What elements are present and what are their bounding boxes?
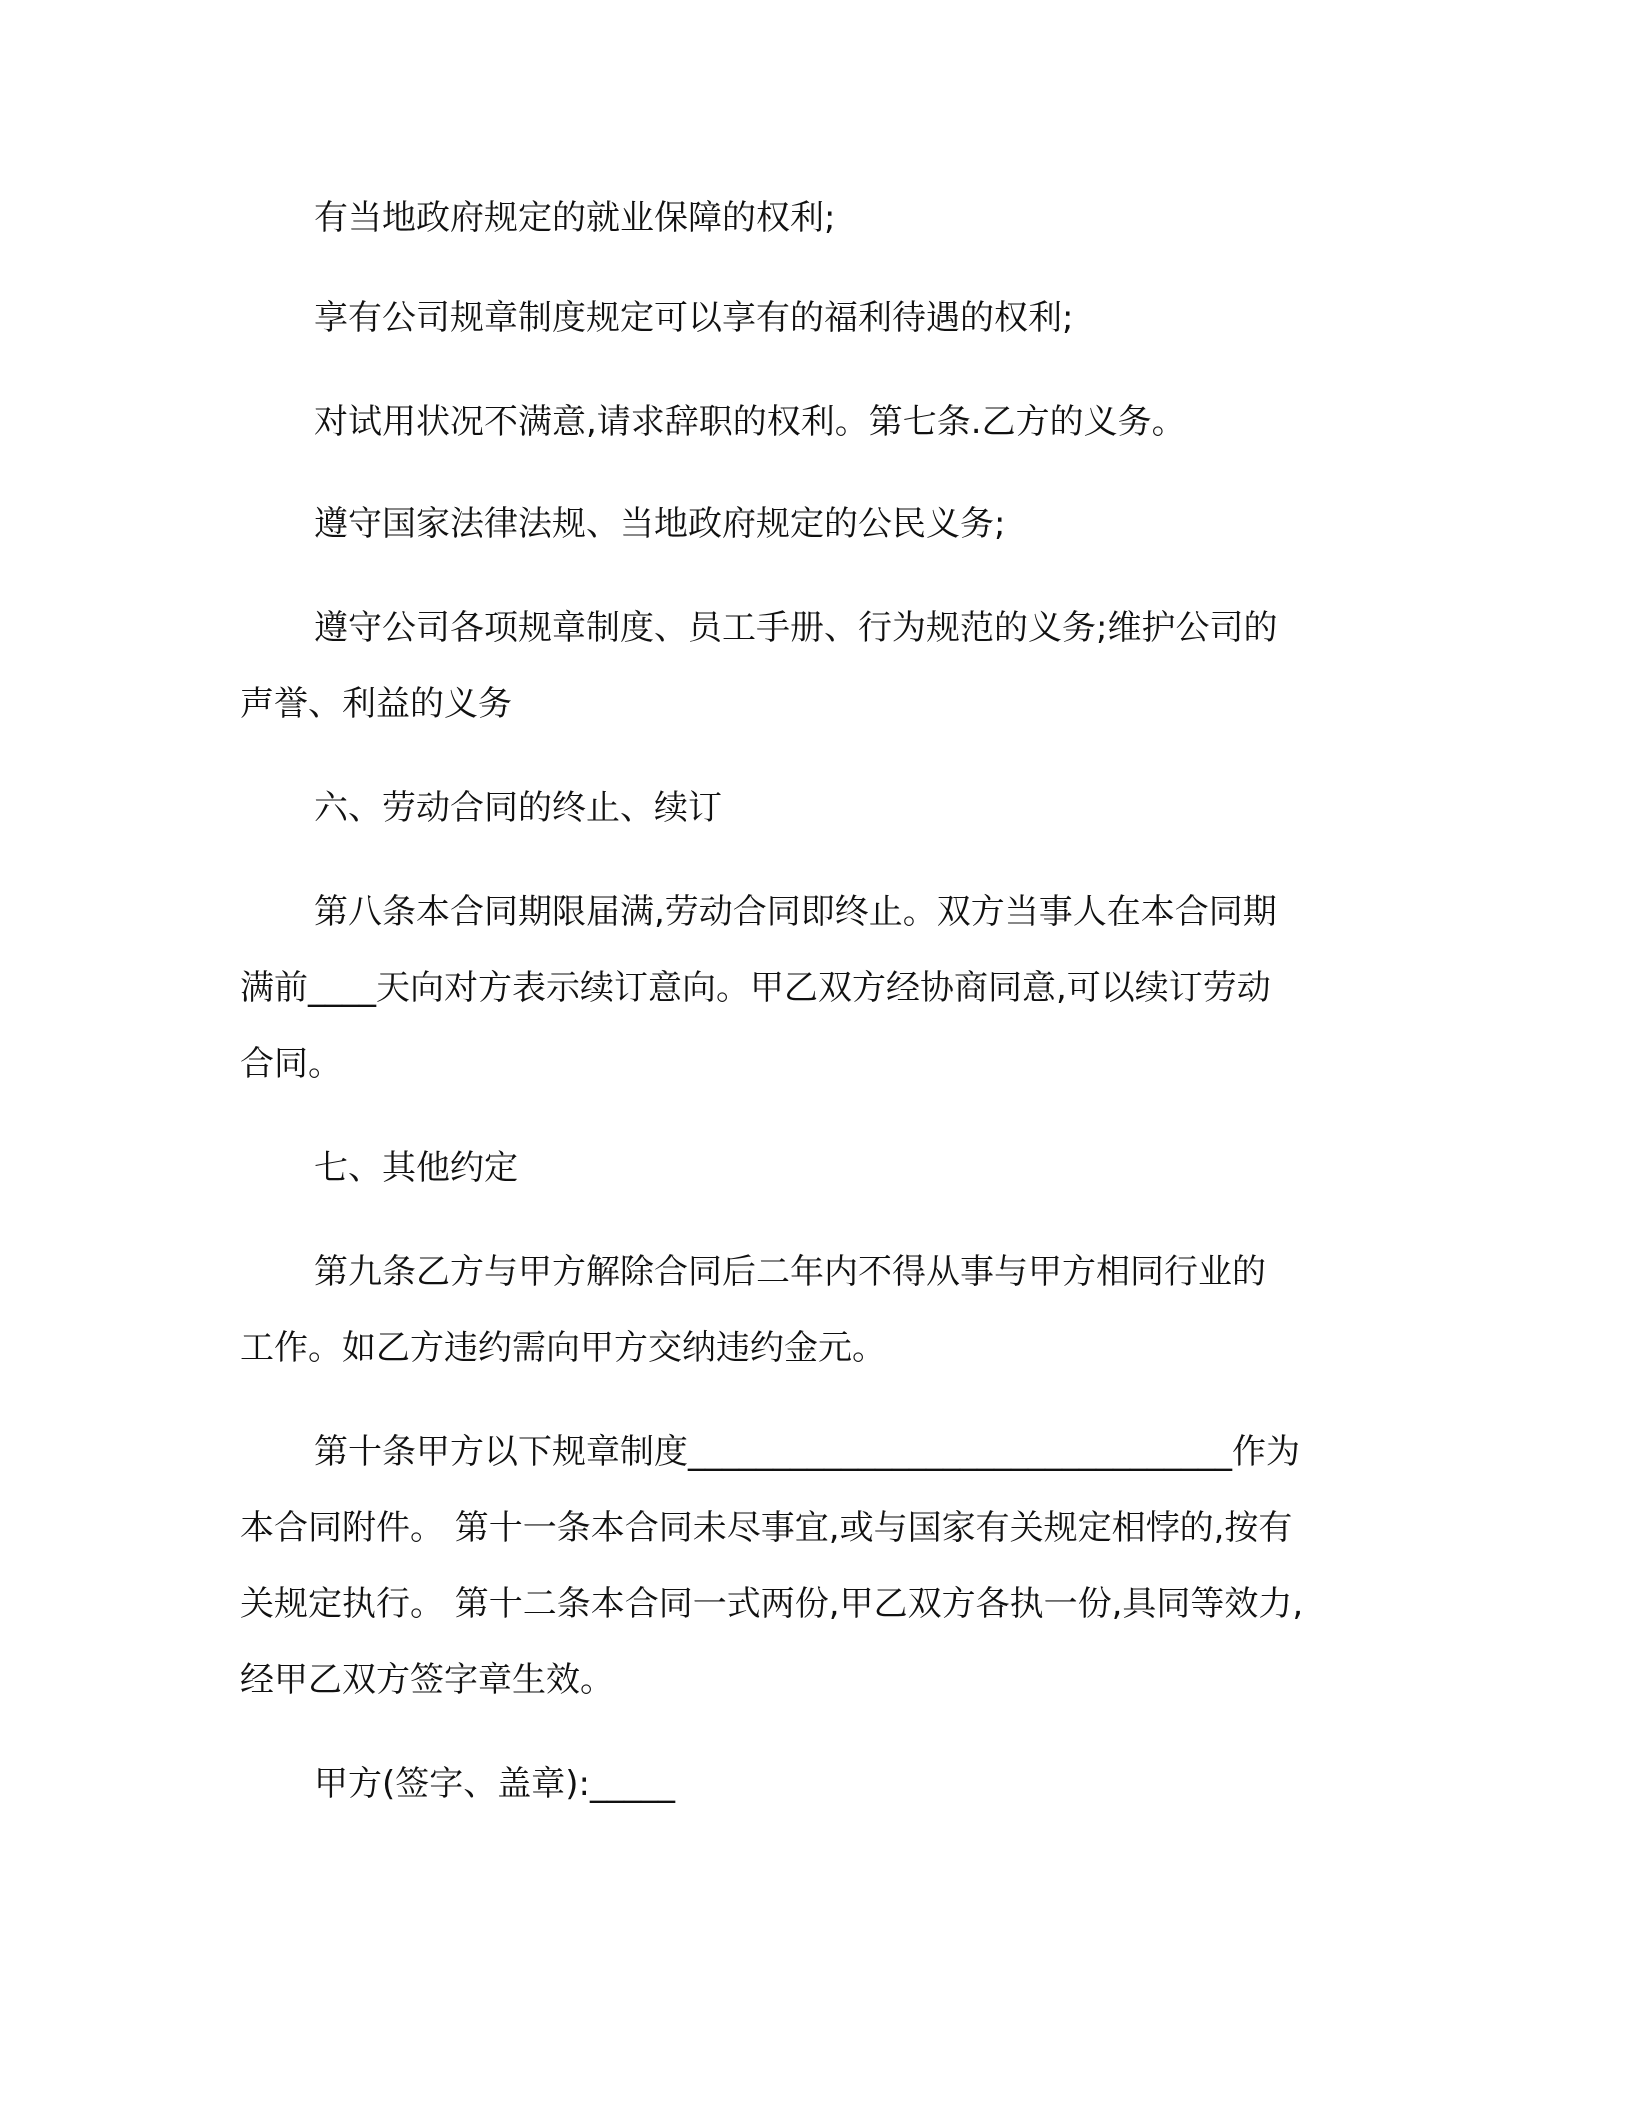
article-8-line3: 合同。 — [240, 1044, 342, 1084]
article-9-line2: 工作。如乙方违约需向甲方交纳违约金元。 — [240, 1328, 886, 1368]
article-8-line1: 第八条本合同期限届满,劳动合同即终止。双方当事人在本合同期 — [314, 892, 1277, 932]
article-10-line3: 关规定执行。 第十二条本合同一式两份,甲乙双方各执一份,具同等效力, — [240, 1584, 1304, 1624]
section-heading-termination: 六、劳动合同的终止、续订 — [314, 788, 722, 828]
paragraph-company-rules-line1: 遵守公司各项规章制度、员工手册、行为规范的义务;维护公司的 — [314, 608, 1278, 648]
article-10-line1: 第十条甲方以下规章制度________________________________作为 — [314, 1432, 1300, 1472]
article-8-line2: 满前____天向对方表示续订意向。甲乙双方经协商同意,可以续订劳动 — [240, 968, 1271, 1008]
paragraph-resignation-rights: 对试用状况不满意,请求辞职的权利。第七条.乙方的义务。 — [314, 402, 1186, 442]
paragraph-company-rules-line2: 声誉、利益的义务 — [240, 684, 512, 724]
paragraph-employment-rights: 有当地政府规定的就业保障的权利; — [314, 198, 836, 238]
article-10-line4: 经甲乙双方签字章生效。 — [240, 1660, 614, 1700]
paragraph-welfare-rights: 享有公司规章制度规定可以享有的福利待遇的权利; — [314, 298, 1074, 338]
signature-party-a: 甲方(签字、盖章):_____ — [314, 1764, 675, 1804]
article-10-line2: 本合同附件。 第十一条本合同未尽事宜,或与国家有关规定相悖的,按有 — [240, 1508, 1293, 1548]
article-9-line1: 第九条乙方与甲方解除合同后二年内不得从事与甲方相同行业的 — [314, 1252, 1266, 1292]
paragraph-civic-duties: 遵守国家法律法规、当地政府规定的公民义务; — [314, 504, 1006, 544]
section-heading-other: 七、其他约定 — [314, 1148, 518, 1188]
